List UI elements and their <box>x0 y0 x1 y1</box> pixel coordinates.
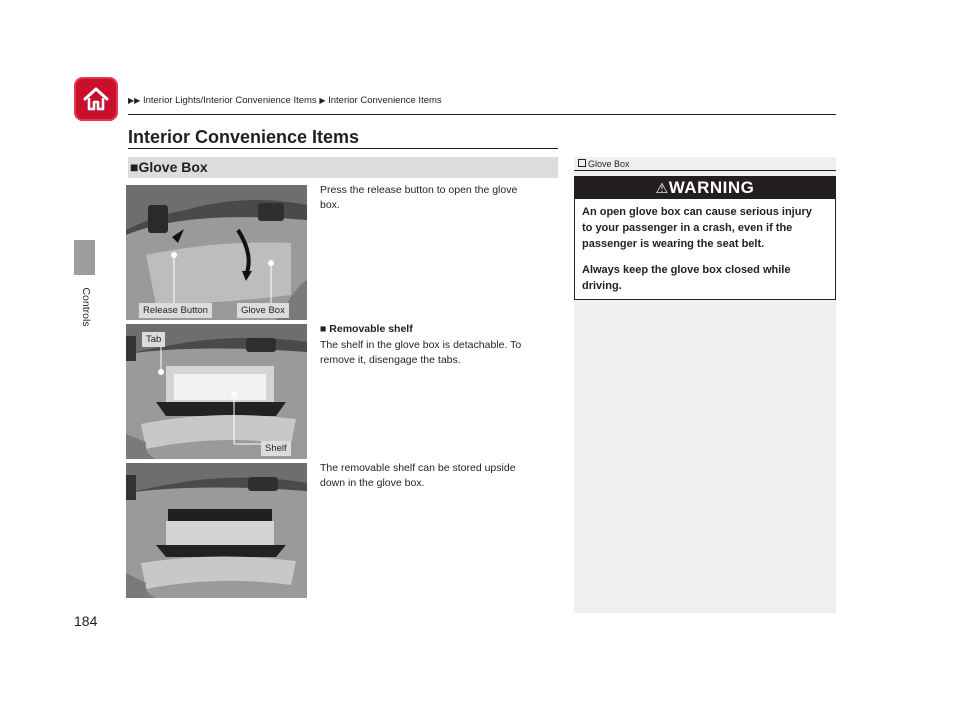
callout-tab: Tab <box>142 332 165 347</box>
warning-header <box>575 177 835 199</box>
breadcrumb-item[interactable]: Interior Lights/Interior Convenience Items <box>142 95 317 106</box>
page-title: Interior Convenience Items <box>128 127 360 147</box>
warning-spacer <box>582 252 832 262</box>
subhead-marker: ■ <box>320 323 327 335</box>
section-heading <box>128 157 558 178</box>
text-line: down in the glove box. <box>320 477 425 489</box>
section-marker: ■ <box>130 159 139 175</box>
warning-text <box>582 204 832 294</box>
stored-shelf-photo <box>126 463 307 598</box>
arrow-icon: ▶ <box>319 96 326 105</box>
title-rule <box>128 148 558 149</box>
paragraph-store-shelf <box>320 461 560 491</box>
header-rule <box>128 114 836 115</box>
text-line: The removable shelf can be stored upside <box>320 462 516 474</box>
text-line: Press the release button to open the glove <box>320 184 518 196</box>
callout-shelf: Shelf <box>261 441 291 456</box>
paragraph-open-glove-box <box>320 183 560 213</box>
home-icon <box>82 86 110 112</box>
side-note-title-text: Glove Box <box>588 159 630 169</box>
breadcrumb <box>128 95 442 106</box>
reference-icon <box>578 159 586 167</box>
warning-triangle-icon: ⚠ <box>655 180 669 196</box>
double-arrow-icon: ▶▶ <box>128 96 141 105</box>
subhead-removable-shelf <box>320 323 413 335</box>
section-tab <box>74 240 95 275</box>
text-line: box. <box>320 199 340 211</box>
breadcrumb-item[interactable]: Interior Convenience Items <box>328 95 442 106</box>
page-number: 184 <box>74 613 98 629</box>
paragraph-removable-shelf <box>320 338 560 368</box>
home-button[interactable] <box>74 77 118 121</box>
section-title: Glove Box <box>138 159 208 175</box>
subhead-title: Removable shelf <box>329 323 413 335</box>
text-line: remove it, disengage the tabs. <box>320 354 461 366</box>
side-note-rule <box>574 170 836 171</box>
callout-glove-box: Glove Box <box>237 303 289 318</box>
warning-line: Always keep the glove box closed while <box>582 264 791 276</box>
warning-line: to your passenger in a crash, even if the <box>582 222 793 234</box>
warning-label: WARNING <box>668 178 755 197</box>
callout-release-button: Release Button <box>139 303 212 318</box>
glove-box-photo <box>126 185 307 320</box>
warning-line: passenger is wearing the seat belt. <box>582 238 765 250</box>
warning-line: driving. <box>582 280 622 292</box>
warning-line: An open glove box can cause serious injury <box>582 206 812 218</box>
text-line: The shelf in the glove box is detachable. To <box>320 339 522 351</box>
section-label: Controls <box>80 287 92 327</box>
side-note-title <box>578 159 630 169</box>
